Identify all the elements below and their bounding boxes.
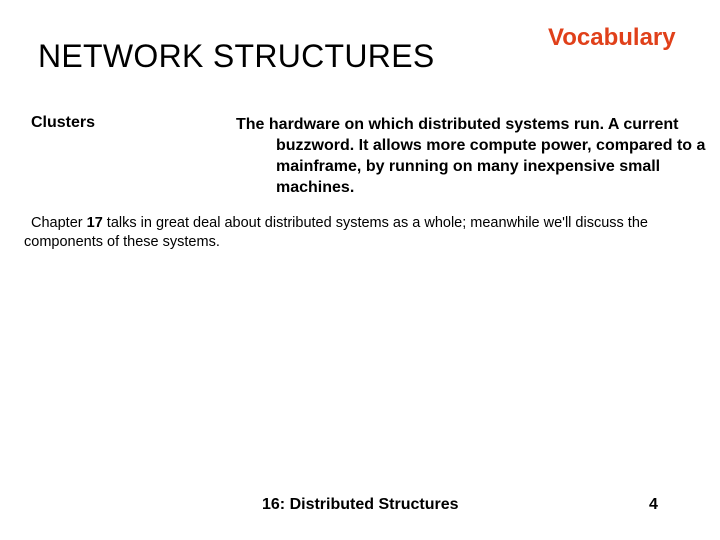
chapter-note-body: talks in great deal about distributed systems as a whole; meanwhile we'll discuss the components of these systems. <box>24 215 648 250</box>
slide-title: NETWORK STRUCTURES <box>38 38 435 74</box>
section-label: Vocabulary <box>548 24 676 51</box>
chapter-note-prefix: Chapter <box>31 215 87 231</box>
vocabulary-term: Clusters <box>31 114 96 131</box>
term-definition: The hardware on which distributed systems run. A current buzzword. It allows more compute power, compared to a mainframe, by running on many inexpensive small machines. <box>236 116 706 196</box>
page-number: 4 <box>649 496 658 513</box>
footer-title: 16: Distributed Structures <box>262 496 459 513</box>
chapter-number: 17 <box>86 215 103 231</box>
chapter-note <box>24 214 704 252</box>
